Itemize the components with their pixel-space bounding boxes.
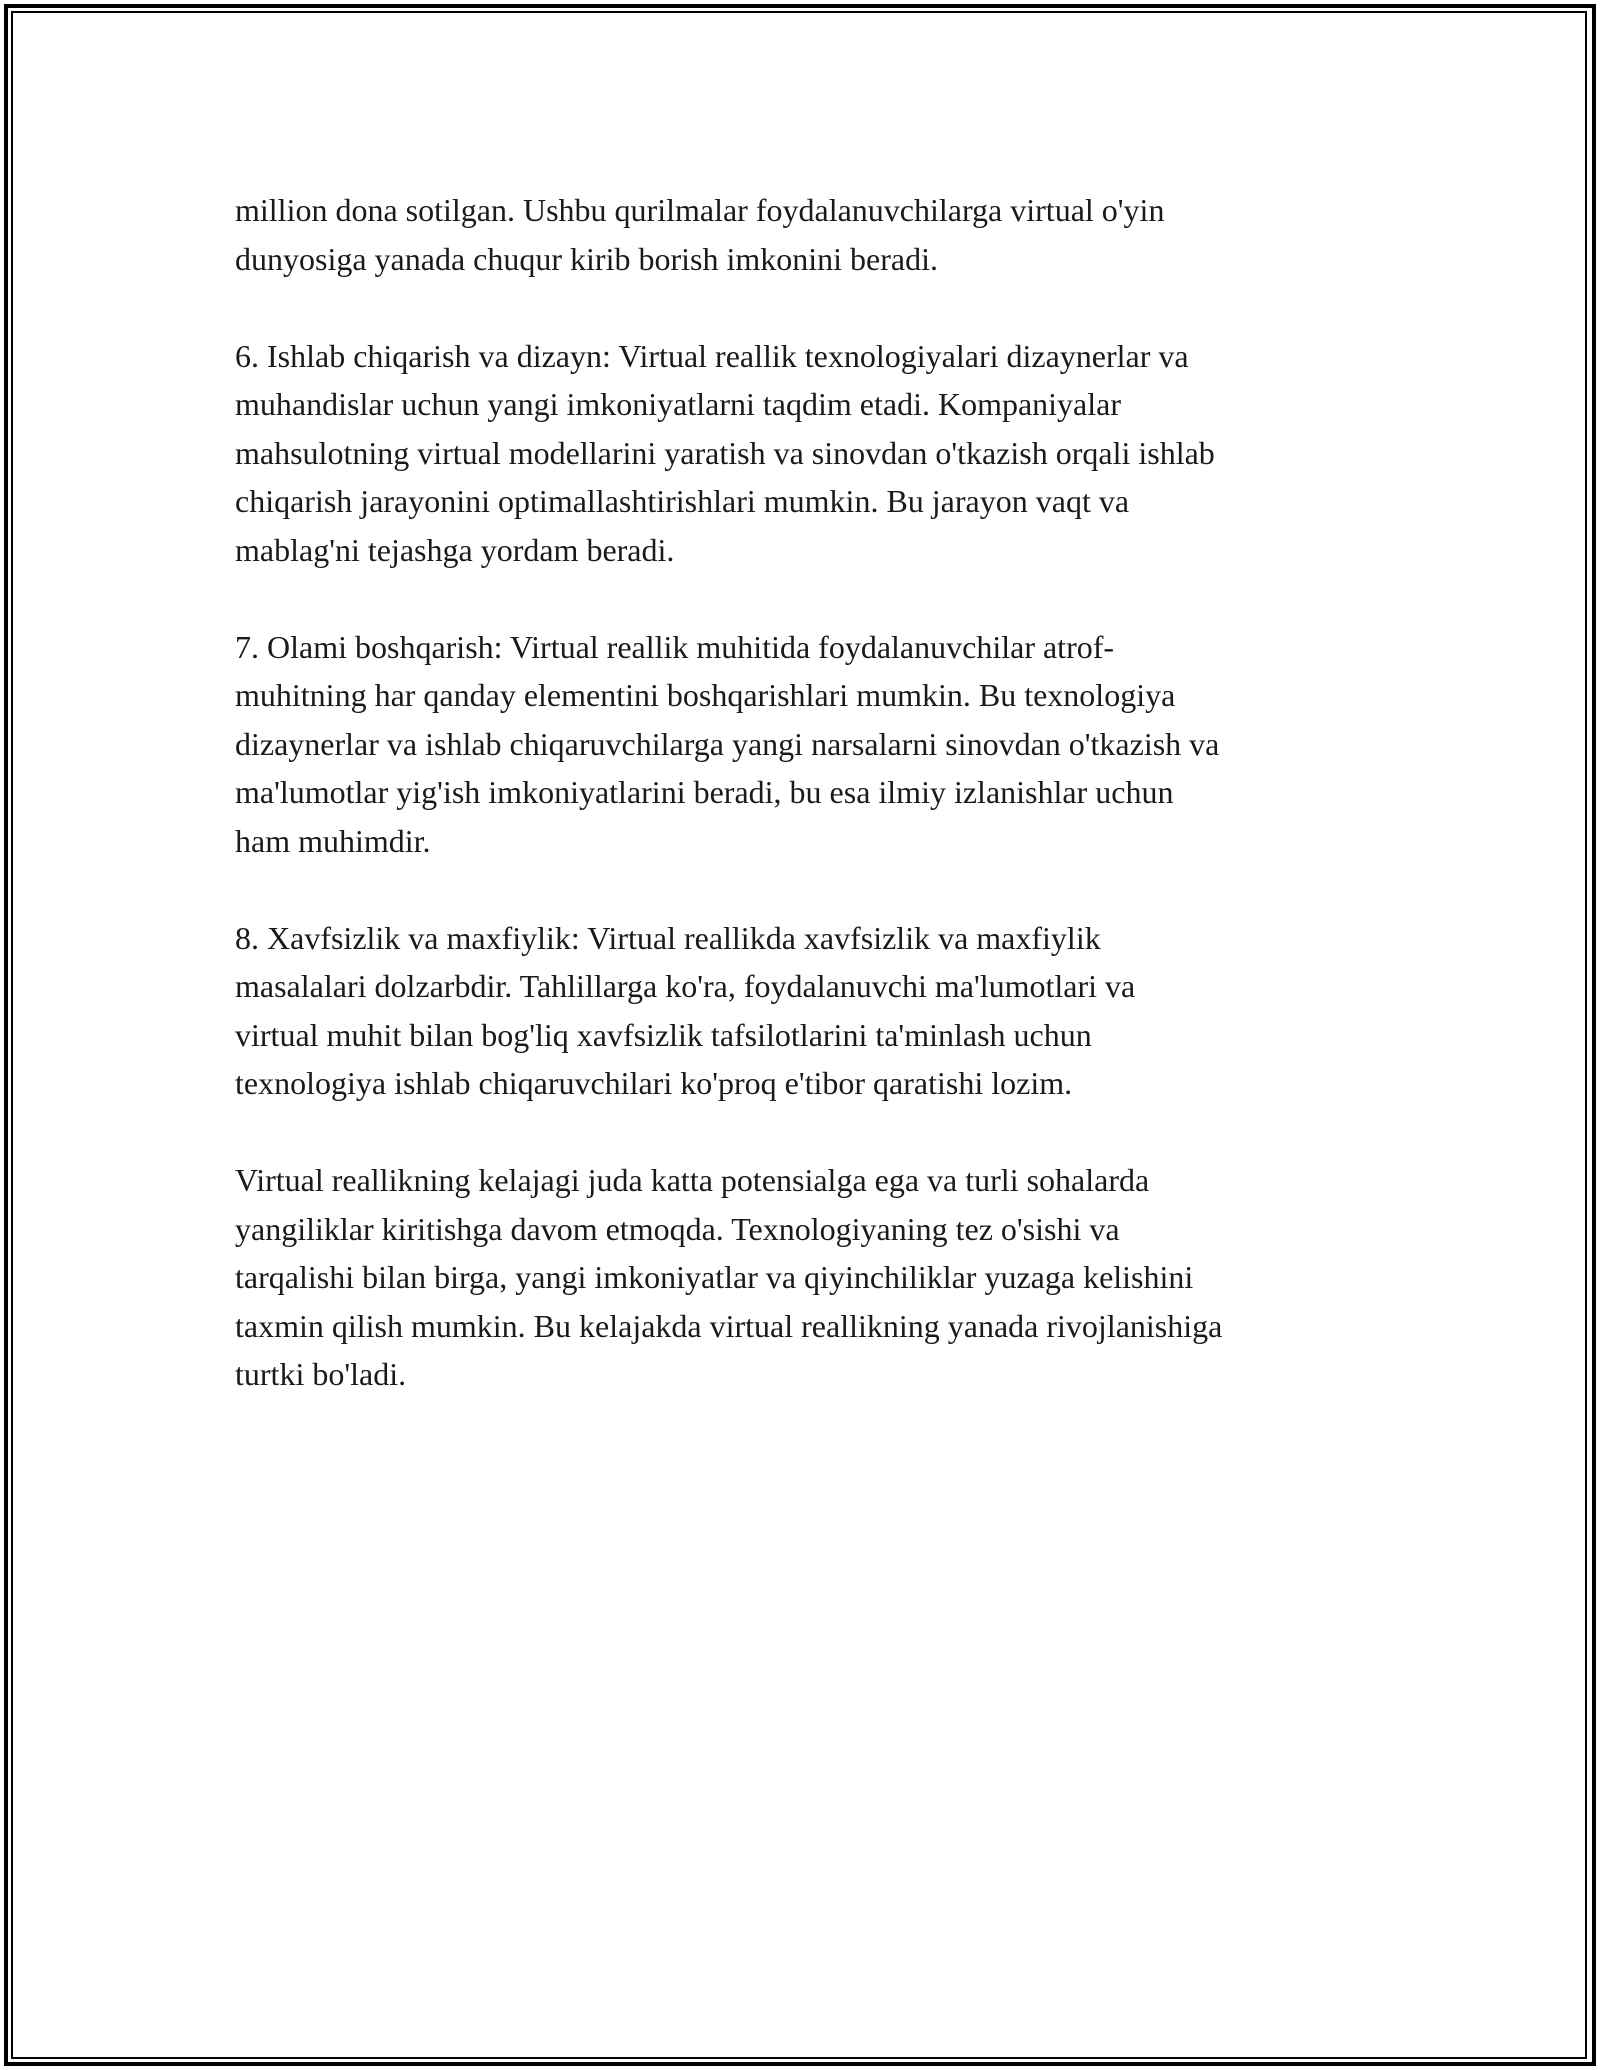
paragraph-conclusion (235, 1156, 1385, 1399)
paragraph-intro-continuation (235, 186, 1385, 283)
text-line: ham muhimdir. (235, 822, 431, 859)
paragraph-item-8 (235, 914, 1385, 1108)
paragraph-item-6 (235, 332, 1385, 575)
text-line: taxmin qilish mumkin. Bu kelajakda virtual reallikning yanada rivojlanishiga (235, 1307, 1223, 1344)
text-line: 6. Ishlab chiqarish va dizayn: Virtual reallik texnologiyalari dizaynerlar va (235, 337, 1189, 374)
paragraph-item-7 (235, 623, 1385, 866)
text-line: million dona sotilgan. Ushbu qurilmalar foydalanuvchilarga virtual o'yin (235, 192, 1165, 228)
text-line: muhandislar uchun yangi imkoniyatlarni taqdim etadi. Kompaniyalar (235, 386, 1121, 422)
text-line: ma'lumotlar yig'ish imkoniyatlarini beradi, bu esa ilmiy izlanishlar uchun (235, 774, 1174, 810)
text-line: dizaynerlar va ishlab chiqaruvchilarga yangi narsalarni sinovdan o'tkazish va (235, 725, 1220, 762)
text-line: yangiliklar kiritishga davom etmoqda. Texnologiyaning tez o'sishi va (235, 1210, 1120, 1247)
text-line: masalalari dolzarbdir. Tahlillarga ko'ra, foydalanuvchi ma'lumotlari va (235, 968, 1136, 1004)
text-line: 7. Olami boshqarish: Virtual reallik muhitida foydalanuvchilar atrof- (235, 628, 1115, 665)
document-body (235, 186, 1385, 1447)
text-line: chiqarish jarayonini optimallashtirishlari mumkin. Bu jarayon vaqt va (235, 483, 1130, 519)
text-line: turtki bo'ladi. (235, 1356, 407, 1392)
text-line: mablag'ni tejashga yordam beradi. (235, 531, 675, 568)
text-line: tarqalishi bilan birga, yangi imkoniyatlar va qiyinchiliklar yuzaga kelishini (235, 1259, 1194, 1295)
text-line: Virtual reallikning kelajagi juda katta potensialga ega va turli sohalarda (235, 1162, 1150, 1198)
text-line: virtual muhit bilan bog'liq xavfsizlik tafsilotlarini ta'minlash uchun (235, 1016, 1092, 1053)
text-line: 8. Xavfsizlik va maxfiylik: Virtual reallikda xavfsizlik va maxfiylik (235, 919, 1101, 956)
text-line: mahsulotning virtual modellarini yaratish va sinovdan o'tkazish orqali ishlab (235, 434, 1215, 471)
text-line: texnologiya ishlab chiqaruvchilari ko'proq e'tibor qaratishi lozim. (235, 1065, 1073, 1101)
text-line: muhitning har qanday elementini boshqarishlari mumkin. Bu texnologiya (235, 677, 1176, 713)
text-line: dunyosiga yanada chuqur kirib borish imkonini beradi. (235, 240, 938, 277)
